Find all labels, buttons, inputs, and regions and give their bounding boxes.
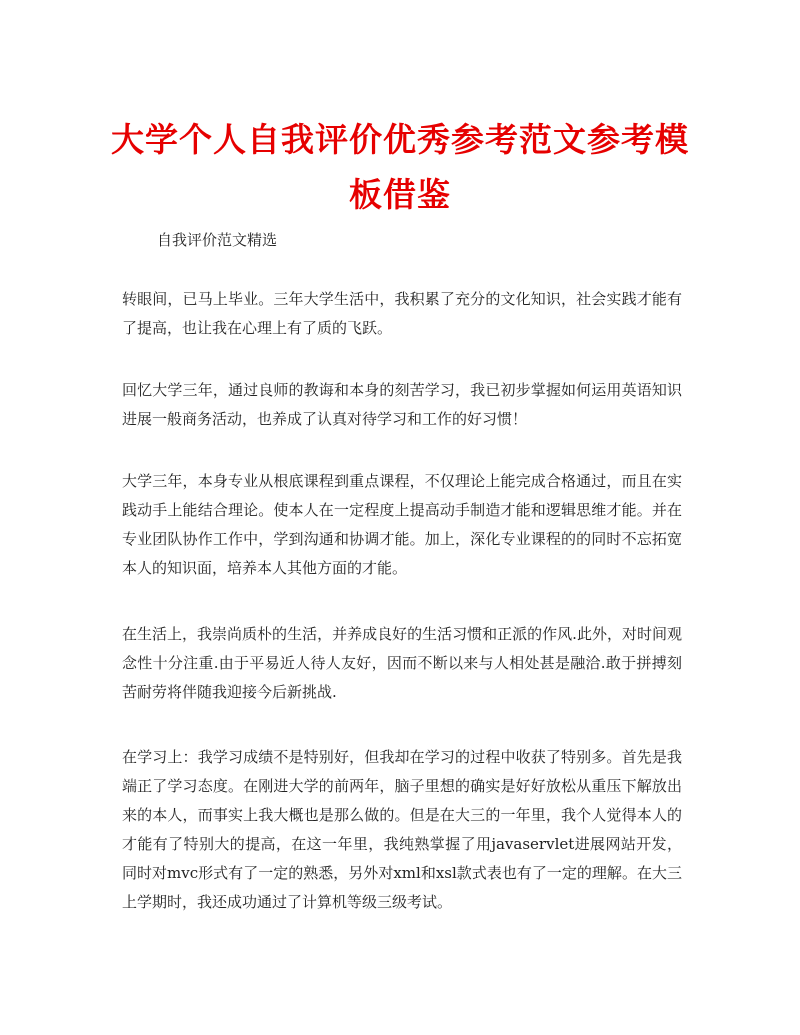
paragraph-life: 在生活上，我崇尚质朴的生活，并养成良好的生活习惯和正派的作风.此外，对时间观念性十分注重.由于平易近人待人友好，因而不断以来与人相处甚是融洽.敢于拼搏刻苦耐劳将伴随我迎接今后新挑战. xyxy=(122,625,682,701)
paragraph-english-skills: 回忆大学三年，通过良师的教诲和本身的刻苦学习，我已初步掌握如何运用英语知识进展一般商务活动，也养成了认真对待学习和工作的好习惯！ xyxy=(122,381,682,428)
document-subtitle: 自我评价范文精选 xyxy=(157,231,278,249)
document-title: 大学个人自我评价优秀参考范文参考模板借鉴 xyxy=(111,120,689,214)
paragraph-graduation: 转眼间，已马上毕业。三年大学生活中，我积累了充分的文化知识，社会实践才能有了提高，也让我在心理上有了质的飞跃。 xyxy=(122,290,682,337)
paragraph-major-courses: 大学三年，本身专业从根底课程到重点课程，不仅理论上能完成合格通过，而且在实践动手上能结合理论。使本人在一定程度上提高动手制造才能和逻辑思维才能。并在专业团队协作工作中，学到沟通和协调才能。加上，深化专业课程的的同时不忘拓宽本人的知识面，培养本人其他方面的才能。 xyxy=(122,472,682,577)
paragraph-study: 在学习上：我学习成绩不是特别好，但我却在学习的过程中收获了特别多。首先是我端正了学习态度。在刚进大学的前两年，脑子里想的确实是好好放松从重压下解放出来的本人，而事实上我大概也是那么做的。但是在大三的一年里，我个人觉得本人的才能有了特别大的提高，在这一年里，我纯熟掌握了用javaservlet进展网站开发，同时对mvc形式有了一定的熟悉，另外对xml和xsl款式表也有了一定的理解。在大三上学期时，我还成功通过了计算机等级三级考试。 xyxy=(122,748,682,911)
